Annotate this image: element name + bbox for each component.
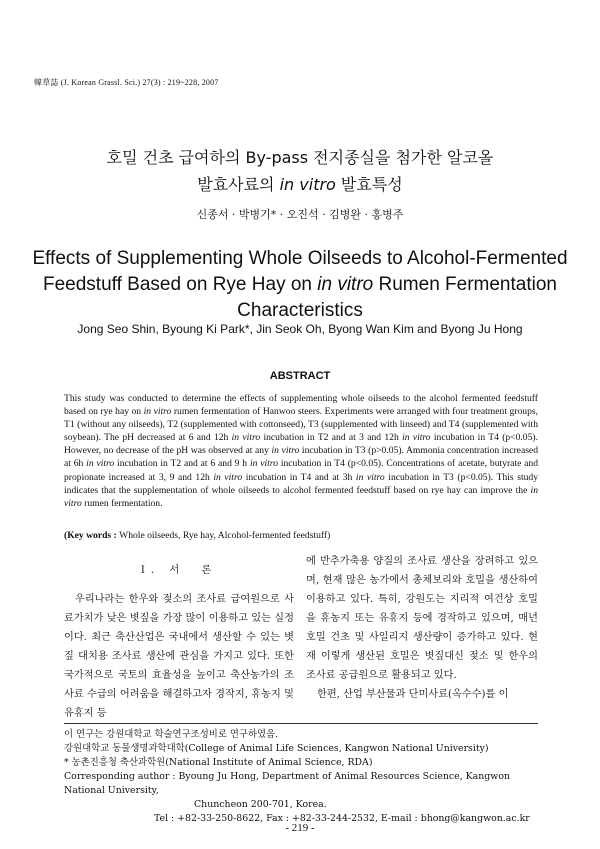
abstract-body: This study was conducted to determine the effects of supplementing whole oilseeds to the alcohol fermented feedstuff based on rye hay on in vitro rumen fermentation of Hanwoo steers. Experiments were arranged with four treatment groups, T1 (without any oilseeds), T2 (supplemented with cottonseed), T3 (supplemented with linseed) and T4 (supplemented with soybean). The pH decreased at 6 and 12h in vitro incubation in T2 and at 3 and 12h in vitro incubation in T4 (p<0.05). However, no decrease of the pH was observed at any in vitro incubation in T3 (p>0.05). Ammonia concentration increased at 6h in vitro incubation in T2 and at 6 and 9 h in vitro incubation in T4 (p<0.05). Concentrations of acetate, butyrate and propionate increased at 3, 9 and 12h in vitro incubation in T4 and at 3h in vitro incubation in T3 (p<0.05). This study indicates that the supplementation of whole oilseeds to alcohol fermented feedstuff based on rye hay can improve the in vitro rumen fermentation. <box>64 393 539 509</box>
footnote-funding: 이 연구는 강원대학교 학술연구조성비로 연구하였음. <box>64 729 279 740</box>
page-number: - 219 - <box>285 822 315 834</box>
keywords: (Key words : Whole oilseeds, Rye hay, Alcohol-fermented feedstuff) <box>64 530 331 541</box>
footnote-affiliation: 강원대학교 동물생명과학대학(College of Animal Life Sciences, Kangwon National University) <box>64 743 489 754</box>
abstract-heading: ABSTRACT <box>269 370 331 382</box>
right-column <box>306 552 538 704</box>
english-title-line3: Characteristics <box>237 300 363 321</box>
intro-paragraph-right-2: 한편, 산업 부산물과 단미사료(옥수수)를 이 <box>317 689 509 700</box>
footnote-address: Chuncheon 200-701, Korea. <box>194 799 327 810</box>
korean-title-line1: 호밀 건초 급여하의 By-pass 전지종실을 첨가한 알코올 <box>106 148 494 167</box>
korean-title-line2: 발효사료의 in vitro 발효특성 <box>197 175 403 194</box>
left-column <box>64 561 294 723</box>
footnote-corresponding-author: Corresponding author : Byoung Ju Hong, Department of Animal Resources Science, Kangwon National University, <box>64 771 511 796</box>
intro-paragraph-right: 에 반추가축용 양질의 조사료 생산을 장려하고 있으며, 현재 많은 농가에서 총체보리와 호밀을 생산하여 이용하고 있다. 특히, 강원도는 지리적 여건상 호밀을 휴농지 또는 유휴지 등에 경작하고 있으며, 매년 호밀 건초 및 사일리지 생산량이 증가하고 있다. 현재 이렇게 생산된 호밀은 볏짚대신 젖소 및 한우의 조사료 공급원으로 활용되고 있다. <box>306 556 538 681</box>
intro-paragraph-left: 우리나라는 한우와 젖소의 조사료 급여원으로 사료가치가 낮은 볏짚을 가장 많이 이용하고 있는 실정이다. 최근 축산산업은 국내에서 생산할 수 있는 볏짚 대치용 조사료 생산에 관심을 가지고 있다. 또한 국가적으로 국토의 효율성을 높이고 축산농가의 조사료 수급의 어려움을 해결하고자 경작지, 휴농지 및 유휴지 등 <box>64 594 294 719</box>
section-heading-introduction: I. 서 론 <box>140 565 218 576</box>
journal-citation: 韓草誌 (J. Korean Grassl. Sci.) 27(3) : 219~228, 2007 <box>34 78 219 87</box>
footnote-contact: Tel : +82-33-250-8622, Fax : +82-33-244-2532, E-mail : bhong@kangwon.ac.kr <box>154 813 530 824</box>
english-authors: Jong Seo Shin, Byoung Ki Park*, Jin Seok Oh, Byong Wan Kim and Byong Ju Hong <box>77 322 523 336</box>
footnotes <box>64 728 544 826</box>
footnote-affiliation-rda: * 농촌진흥청 축산과학원(National Institute of Animal Science, RDA) <box>64 757 373 768</box>
english-title-line2: Feedstuff Based on Rye Hay on in vitro Rumen Fermentation <box>43 274 557 295</box>
korean-authors: 신종서 · 박병기* · 오진석 · 김병완 · 홍병주 <box>196 208 404 221</box>
footnote-divider <box>64 723 538 724</box>
english-title-line1: Effects of Supplementing Whole Oilseeds to Alcohol-Fermented <box>32 248 568 269</box>
